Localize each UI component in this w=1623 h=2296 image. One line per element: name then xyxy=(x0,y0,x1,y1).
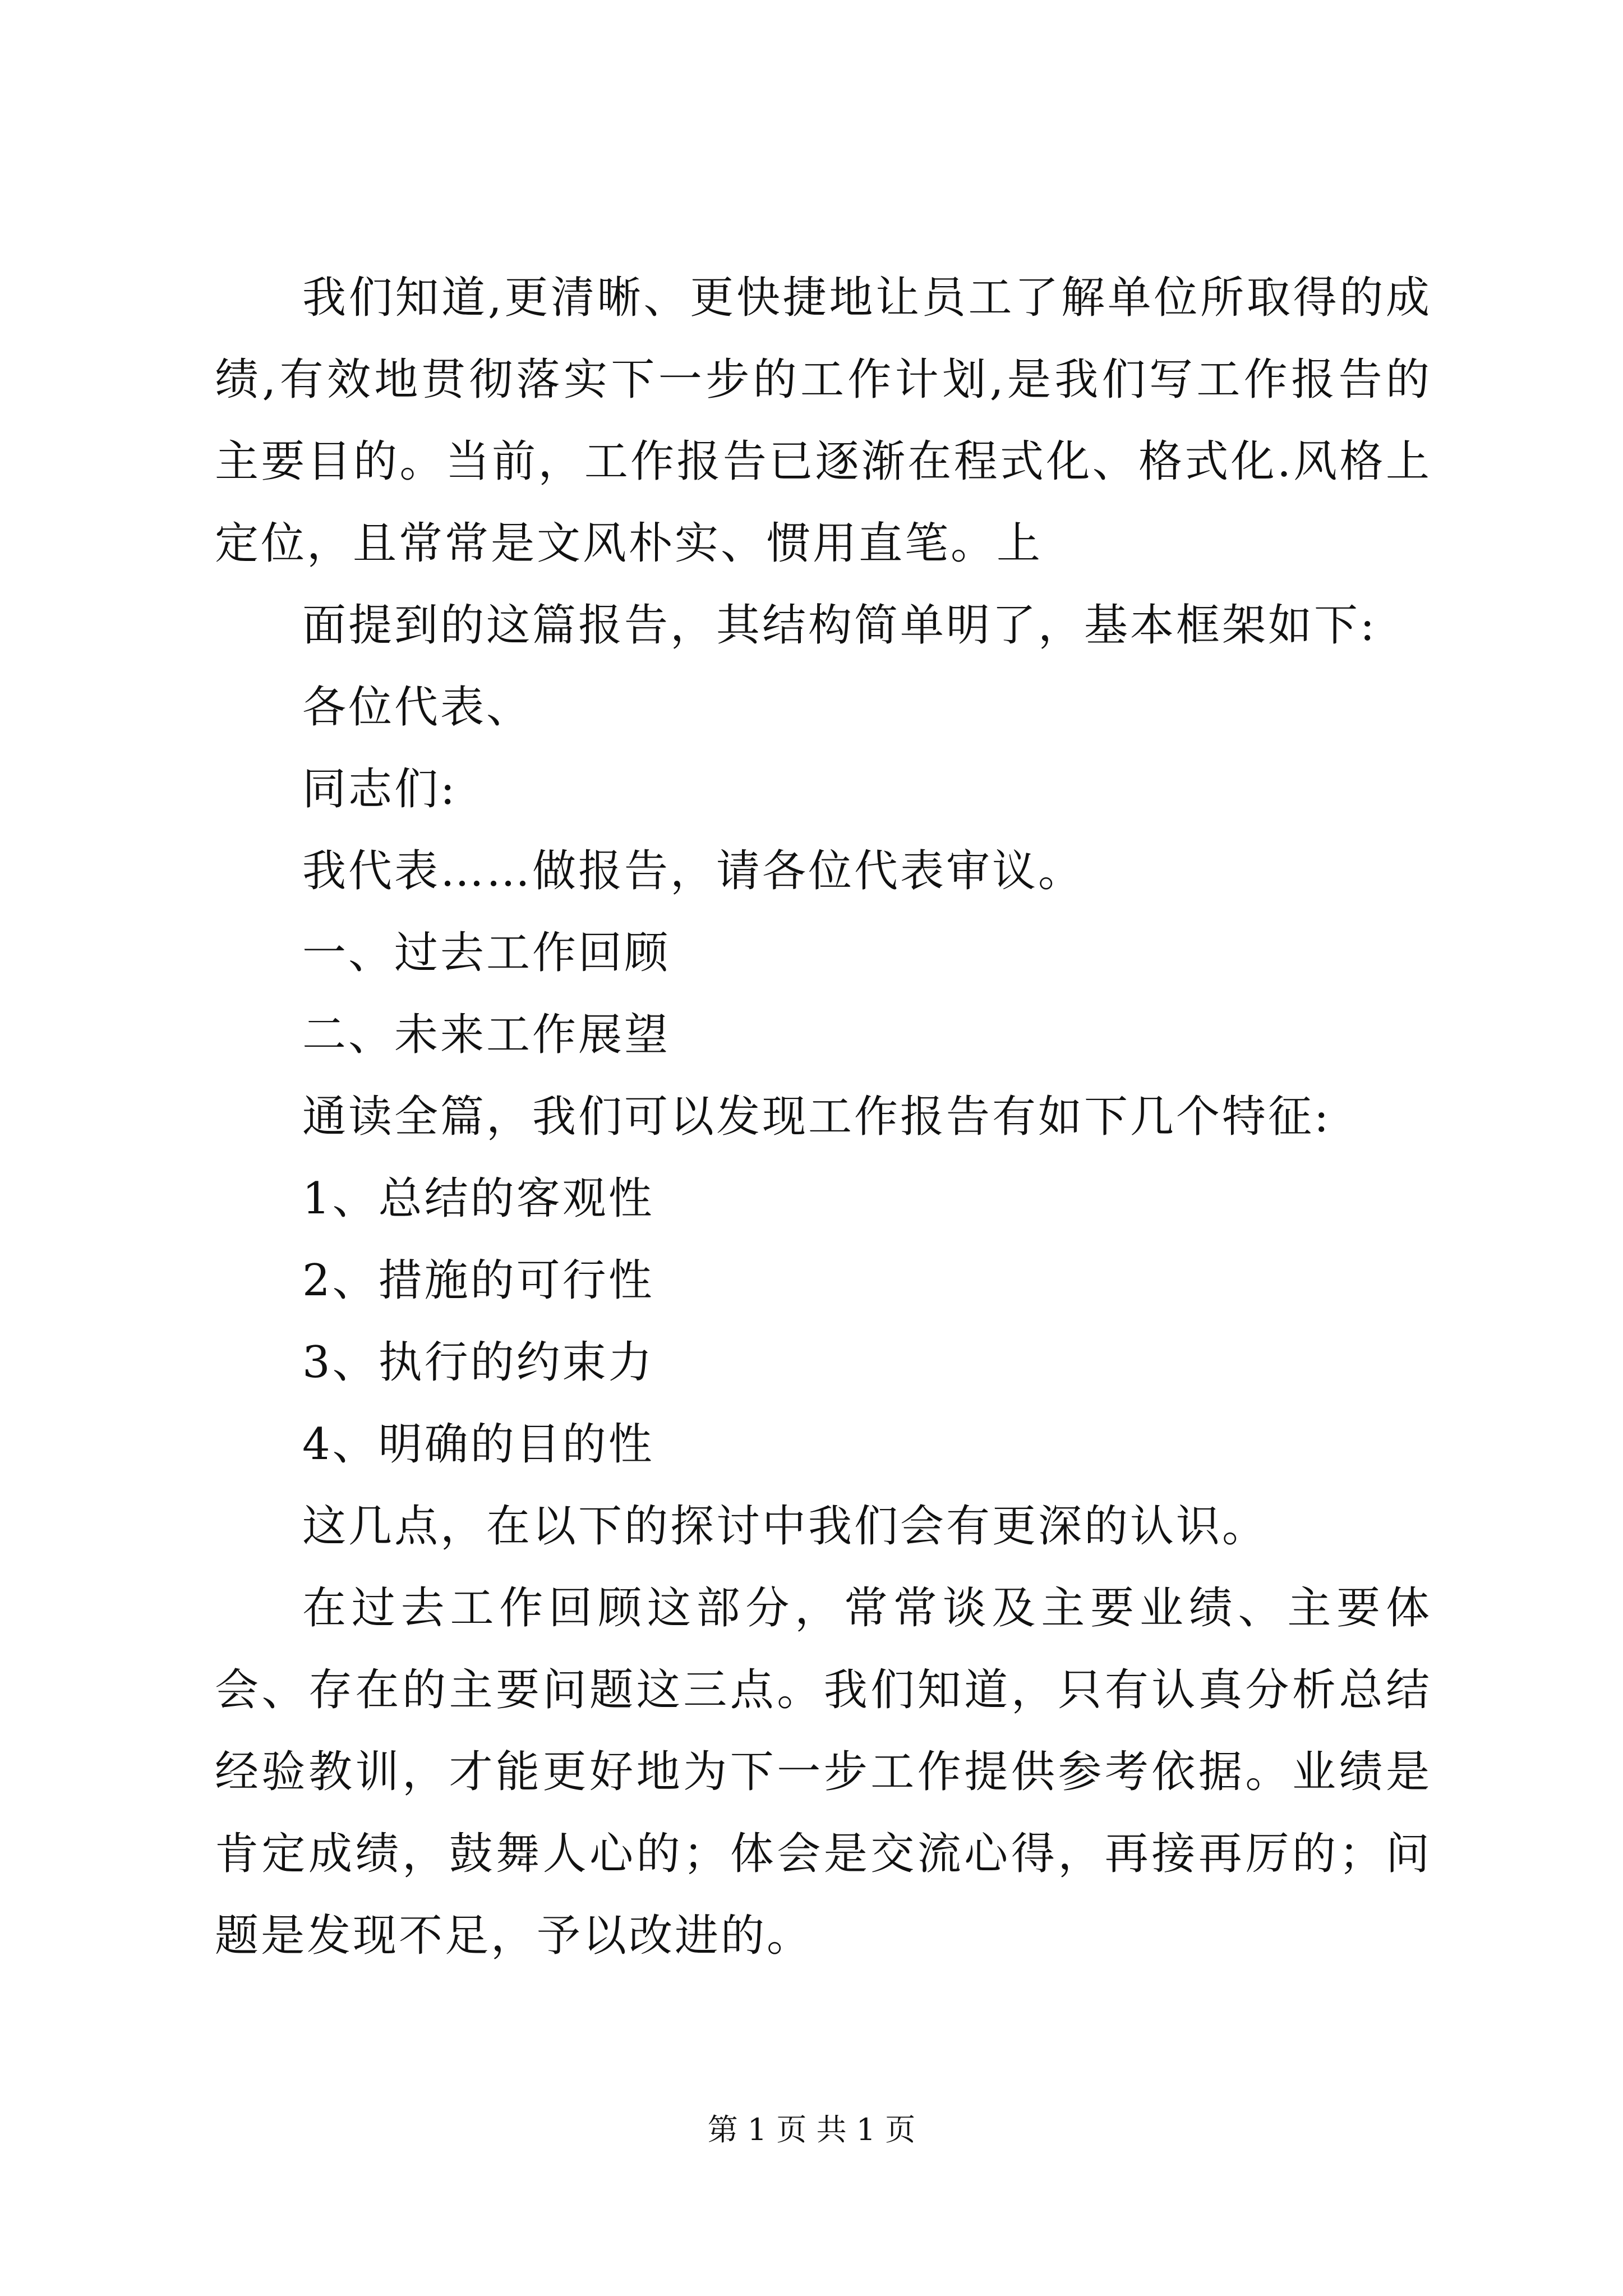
paragraph-report-opening: 我代表……做报告，请各位代表审议。 xyxy=(302,846,1085,896)
paragraph-salutation-comrades: 同志们: xyxy=(302,764,458,815)
feature-item-4: 4、明确的目的性 xyxy=(302,1419,654,1470)
paragraph-past-review-details: 在过去工作回顾这部分，常常谈及主要业绩、主要体会、存在的主要问题这三点。我们知道，只有认真分析总结经验教训，才能更好地为下一步工作提供参考依据。业绩是肯定成绩，鼓舞人心的；体会是交流心得，再接再厉的；问题是发现不足，予以改进的。 xyxy=(215,1583,1432,1961)
document-body xyxy=(215,257,1432,1977)
feature-item-3: 3、执行的约束力 xyxy=(302,1337,654,1388)
feature-item-2: 2、措施的可行性 xyxy=(302,1255,654,1306)
section-heading-past-review: 一、过去工作回顾 xyxy=(302,928,671,978)
paragraph-features-intro: 通读全篇，我们可以发现工作报告有如下几个特征: xyxy=(302,1092,1331,1142)
paragraph-intro: 我们知道,更清晰、更快捷地让员工了解单位所取得的成绩,有效地贯彻落实下一步的工作计划,是我们写工作报告的主要目的。当前，工作报告已逐渐在程式化、格式化.风格上定位，且常常是文风朴实、惯用直笔。上 xyxy=(215,273,1432,569)
paragraph-salutation-delegates: 各位代表、 xyxy=(302,682,533,733)
page-footer: 第 1 页 共 1 页 xyxy=(707,2112,916,2147)
feature-item-1: 1、总结的客观性 xyxy=(302,1174,654,1224)
section-heading-future-outlook: 二、未来工作展望 xyxy=(302,1010,671,1060)
paragraph-deeper-understanding: 这几点，在以下的探讨中我们会有更深的认识。 xyxy=(302,1501,1269,1552)
paragraph-framework: 面提到的这篇报告，其结构简单明了，基本框架如下: xyxy=(302,600,1377,651)
